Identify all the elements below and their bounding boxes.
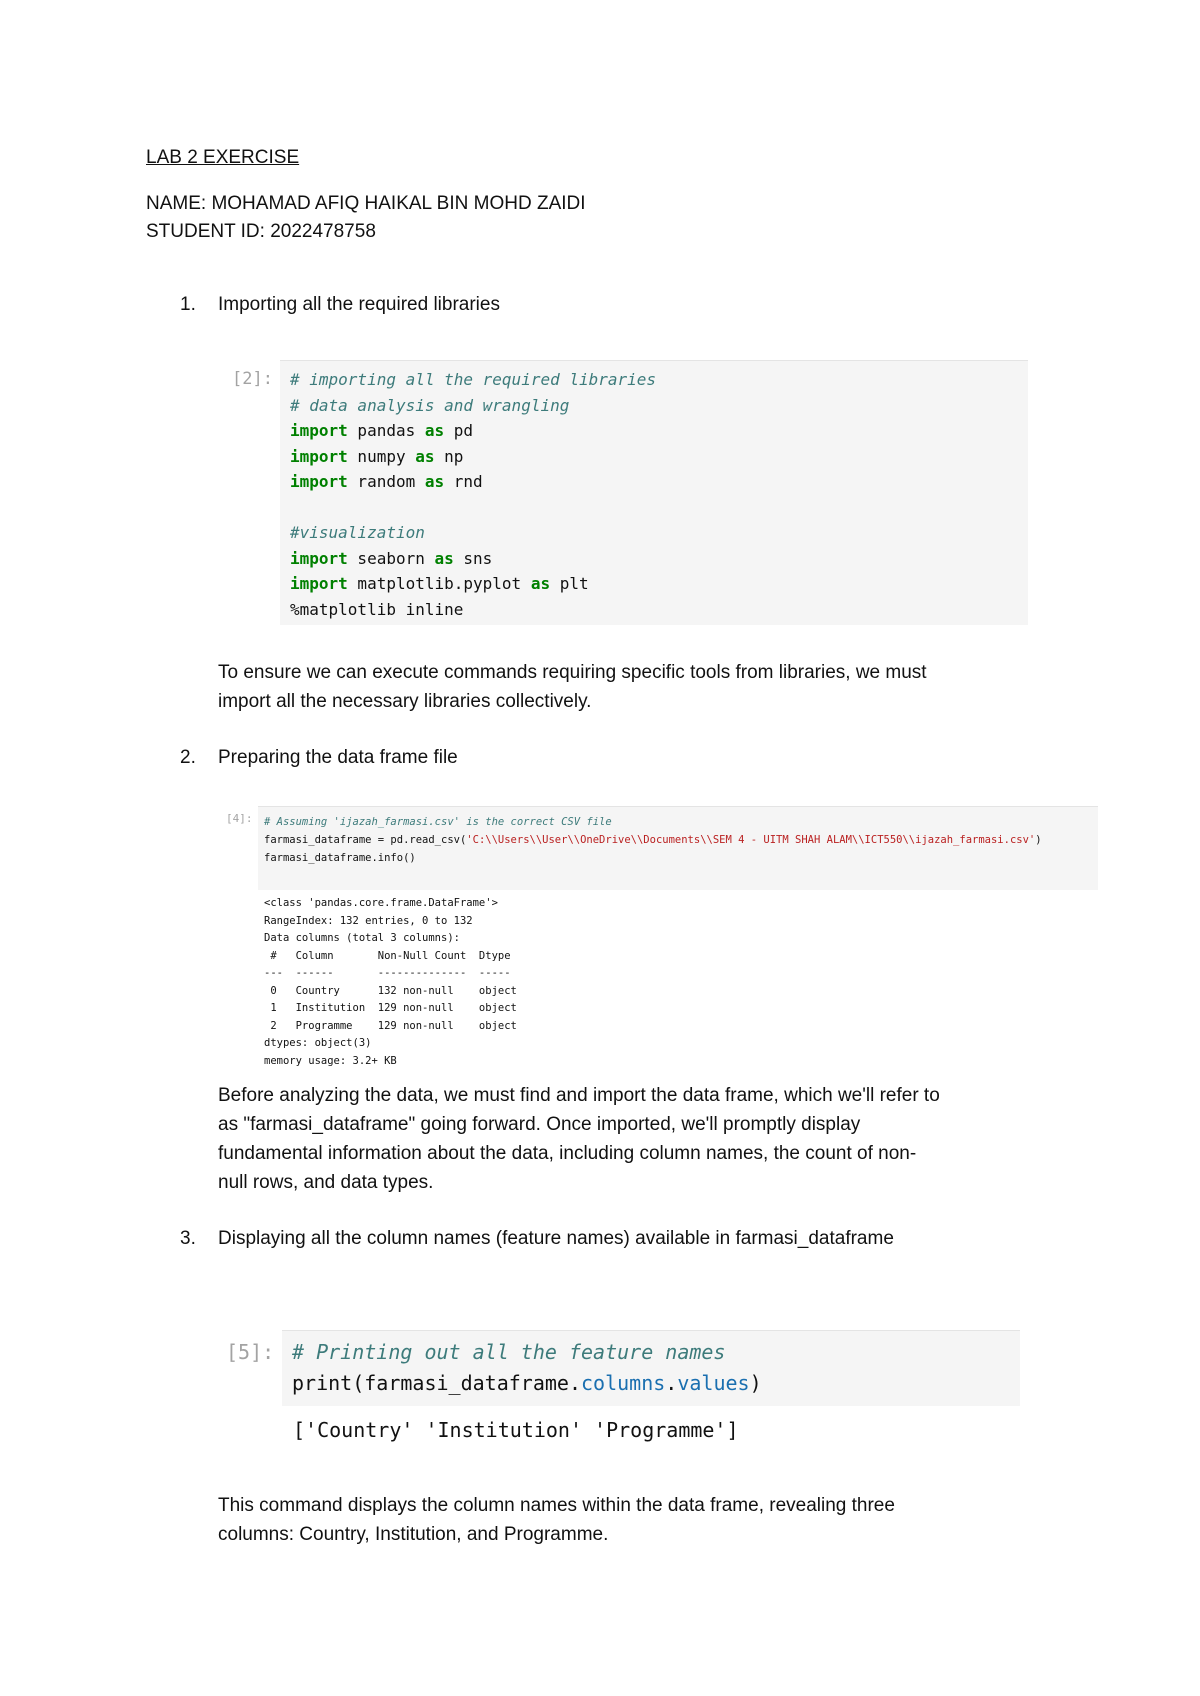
code-line: import numpy as np bbox=[290, 446, 464, 466]
output-line: RangeIndex: 132 entries, 0 to 132 bbox=[264, 914, 473, 927]
code-comment: # Assuming 'ijazah_farmasi.csv' is the correct CSV file bbox=[264, 816, 612, 828]
code-cell-2[interactable] bbox=[258, 806, 1098, 890]
code-line: farmasi_dataframe = pd.read_csv('C:\\Users\\User\\OneDrive\\Documents\\SEM 4 - UITM SHAH ALAM\\ICT550\\ijazah_farmasi.csv') bbox=[264, 834, 1042, 846]
document-title: LAB 2 EXERCISE bbox=[146, 147, 300, 168]
columns-output: ['Country' 'Institution' 'Programme'] bbox=[293, 1418, 739, 1442]
output-line: # Column Non-Null Count Dtype bbox=[264, 949, 517, 962]
section-1-heading: Importing all the required libraries bbox=[218, 294, 500, 315]
code-line: print(farmasi_dataframe.columns.values) bbox=[292, 1371, 762, 1395]
code-line: farmasi_dataframe.info() bbox=[264, 852, 416, 864]
section-3-heading: Displaying all the column names (feature names) available in farmasi_dataframe bbox=[218, 1228, 894, 1249]
info-output bbox=[264, 895, 517, 1070]
output-line: memory usage: 3.2+ KB bbox=[264, 1054, 397, 1067]
section-2-description: Before analyzing the data, we must find and import the data frame, which we'll refer to as "farmasi_dataframe" going forward. Once imported, we'll promptly display fundamental information about the data, including column names, the count of non- null rows, and data types. bbox=[218, 1085, 940, 1193]
code-line: import matplotlib.pyplot as plt bbox=[290, 574, 589, 593]
section-3-number: 3. bbox=[180, 1228, 196, 1249]
code-comment: # data analysis and wrangling bbox=[290, 395, 570, 415]
code-line: %matplotlib inline bbox=[290, 599, 464, 619]
section-2-heading: Preparing the data frame file bbox=[218, 747, 458, 768]
output-line: dtypes: object(3) bbox=[264, 1037, 372, 1049]
code-comment: # importing all the required libraries bbox=[290, 370, 657, 389]
output-line: 1 Institution 129 non-null object bbox=[264, 1002, 517, 1014]
code-line: import random as rnd bbox=[290, 472, 483, 491]
student-id: STUDENT ID: 2022478758 bbox=[146, 221, 376, 242]
section-3-description: This command displays the column names within the data frame, revealing three columns: Country, Institution, and Programme. bbox=[218, 1495, 895, 1545]
output-line: 2 Programme 129 non-null object bbox=[264, 1019, 517, 1032]
code-blank-line bbox=[290, 495, 1028, 521]
code-line: import seaborn as sns bbox=[290, 548, 493, 568]
code-cell-3[interactable] bbox=[282, 1330, 1020, 1406]
student-name: NAME: MOHAMAD AFIQ HAIKAL BIN MOHD ZAIDI bbox=[146, 193, 586, 214]
code-line: import pandas as pd bbox=[290, 421, 474, 440]
output-line: Data columns (total 3 columns): bbox=[264, 932, 460, 944]
output-line: 0 Country 132 non-null object bbox=[264, 984, 517, 997]
code-comment: # Printing out all the feature names bbox=[292, 1340, 726, 1364]
section-2-number: 2. bbox=[180, 747, 196, 768]
output-line: <class 'pandas.core.frame.DataFrame'> bbox=[264, 897, 498, 909]
code-comment: #visualization bbox=[290, 523, 425, 542]
code-cell-1[interactable] bbox=[280, 360, 1028, 625]
cell-2-prompt: [4]: bbox=[226, 812, 253, 825]
cell-1-prompt: [2]: bbox=[232, 369, 273, 389]
section-1-description: To ensure we can execute commands requiring specific tools from libraries, we must import all the necessary libraries collectively. bbox=[218, 662, 927, 712]
cell-3-prompt: [5]: bbox=[226, 1340, 275, 1364]
output-line: --- ------ -------------- ----- bbox=[264, 967, 517, 979]
section-1-number: 1. bbox=[180, 294, 196, 315]
